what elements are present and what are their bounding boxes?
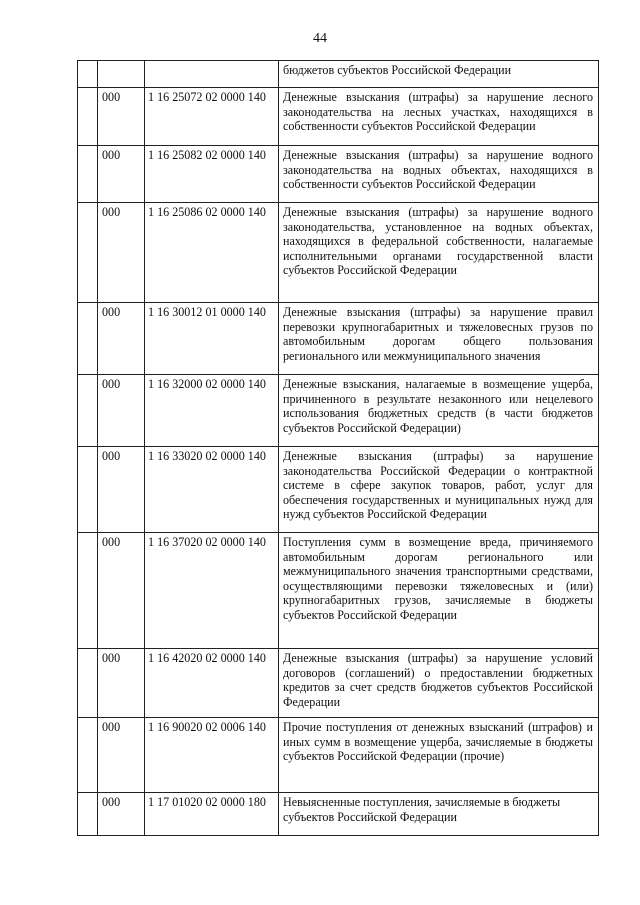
blank-cell bbox=[78, 203, 98, 303]
budget-code-cell bbox=[145, 61, 279, 88]
budget-code-cell: 1 17 01020 02 0000 180 bbox=[145, 793, 279, 836]
revenue-name-cell: Денежные взыскания (штрафы) за нарушение водного законодательства, установленное на водных объектах, находящихся в федеральной собственности, налагаемые исполнительными органами государственной власти субъектов Российской Федерации bbox=[279, 203, 599, 303]
admin-code-cell: 000 bbox=[98, 303, 145, 375]
revenue-name-cell: Денежные взыскания, налагаемые в возмещение ущерба, причиненного в результате незаконного или нецелевого использования бюджетных средств (в части бюджетов субъектов Российской Федерации) bbox=[279, 375, 599, 447]
budget-code-cell: 1 16 90020 02 0006 140 bbox=[145, 718, 279, 793]
budget-code-cell: 1 16 25082 02 0000 140 bbox=[145, 146, 279, 203]
admin-code-cell: 000 bbox=[98, 203, 145, 303]
revenue-name-cell: Денежные взыскания (штрафы) за нарушение лесного законодательства на лесных участках, находящихся в собственности субъектов Российской Федерации bbox=[279, 88, 599, 146]
admin-code-cell: 000 bbox=[98, 375, 145, 447]
revenue-name-cell: бюджетов субъектов Российской Федерации bbox=[279, 61, 599, 88]
blank-cell bbox=[78, 303, 98, 375]
blank-cell bbox=[78, 793, 98, 836]
admin-code-cell bbox=[98, 61, 145, 88]
admin-code-cell: 000 bbox=[98, 793, 145, 836]
table-row bbox=[78, 793, 599, 836]
budget-code-cell: 1 16 42020 02 0000 140 bbox=[145, 649, 279, 718]
budget-code-cell: 1 16 37020 02 0000 140 bbox=[145, 533, 279, 649]
page-number: 44 bbox=[313, 31, 327, 46]
budget-code-cell: 1 16 25072 02 0000 140 bbox=[145, 88, 279, 146]
table-row bbox=[78, 375, 599, 447]
table-row bbox=[78, 649, 599, 718]
table-row bbox=[78, 203, 599, 303]
revenue-name-cell: Поступления сумм в возмещение вреда, причиняемого автомобильным дорогам регионального или межмуниципального значения транспортными средствами, осуществляющими перевозки тяжеловесных и (или) крупногабаритных грузов, зачисляемые в бюджеты субъектов Российской Федерации bbox=[279, 533, 599, 649]
admin-code-cell: 000 bbox=[98, 146, 145, 203]
budget-code-cell: 1 16 25086 02 0000 140 bbox=[145, 203, 279, 303]
blank-cell bbox=[78, 375, 98, 447]
blank-cell bbox=[78, 146, 98, 203]
table-row bbox=[78, 533, 599, 649]
blank-cell bbox=[78, 718, 98, 793]
blank-cell bbox=[78, 88, 98, 146]
revenue-codes-table bbox=[77, 60, 599, 836]
admin-code-cell: 000 bbox=[98, 88, 145, 146]
revenue-name-cell: Невыясненные поступления, зачисляемые в бюджеты субъектов Российской Федерации bbox=[279, 793, 599, 836]
revenue-name-cell: Денежные взыскания (штрафы) за нарушение законодательства Российской Федерации о контрактной системе в сфере закупок товаров, работ, услуг для обеспечения государственных и муниципальных нужд для нужд субъектов Российской Федерации bbox=[279, 447, 599, 533]
table-row bbox=[78, 88, 599, 146]
admin-code-cell: 000 bbox=[98, 533, 145, 649]
table-row bbox=[78, 146, 599, 203]
blank-cell bbox=[78, 649, 98, 718]
table-row bbox=[78, 61, 599, 88]
admin-code-cell: 000 bbox=[98, 718, 145, 793]
revenue-name-cell: Денежные взыскания (штрафы) за нарушение условий договоров (соглашений) о предоставлении бюджетных кредитов за счет средств бюджетов субъектов Российской Федерации bbox=[279, 649, 599, 718]
blank-cell bbox=[78, 447, 98, 533]
revenue-name-cell: Прочие поступления от денежных взысканий (штрафов) и иных сумм в возмещение ущерба, зачисляемые в бюджеты субъектов Российской Федерации (прочие) bbox=[279, 718, 599, 793]
admin-code-cell: 000 bbox=[98, 447, 145, 533]
budget-code-cell: 1 16 32000 02 0000 140 bbox=[145, 375, 279, 447]
table-row bbox=[78, 447, 599, 533]
blank-cell bbox=[78, 533, 98, 649]
revenue-name-cell: Денежные взыскания (штрафы) за нарушение водного законодательства на водных объектах, находящихся в собственности субъектов Российской Федерации bbox=[279, 146, 599, 203]
budget-code-cell: 1 16 33020 02 0000 140 bbox=[145, 447, 279, 533]
blank-cell bbox=[78, 61, 98, 88]
table-row bbox=[78, 718, 599, 793]
admin-code-cell: 000 bbox=[98, 649, 145, 718]
revenue-name-cell: Денежные взыскания (штрафы) за нарушение правил перевозки крупногабаритных и тяжеловесных грузов по автомобильным дорогам общего пользования регионального или межмуниципального значения bbox=[279, 303, 599, 375]
table-row bbox=[78, 303, 599, 375]
budget-code-cell: 1 16 30012 01 0000 140 bbox=[145, 303, 279, 375]
